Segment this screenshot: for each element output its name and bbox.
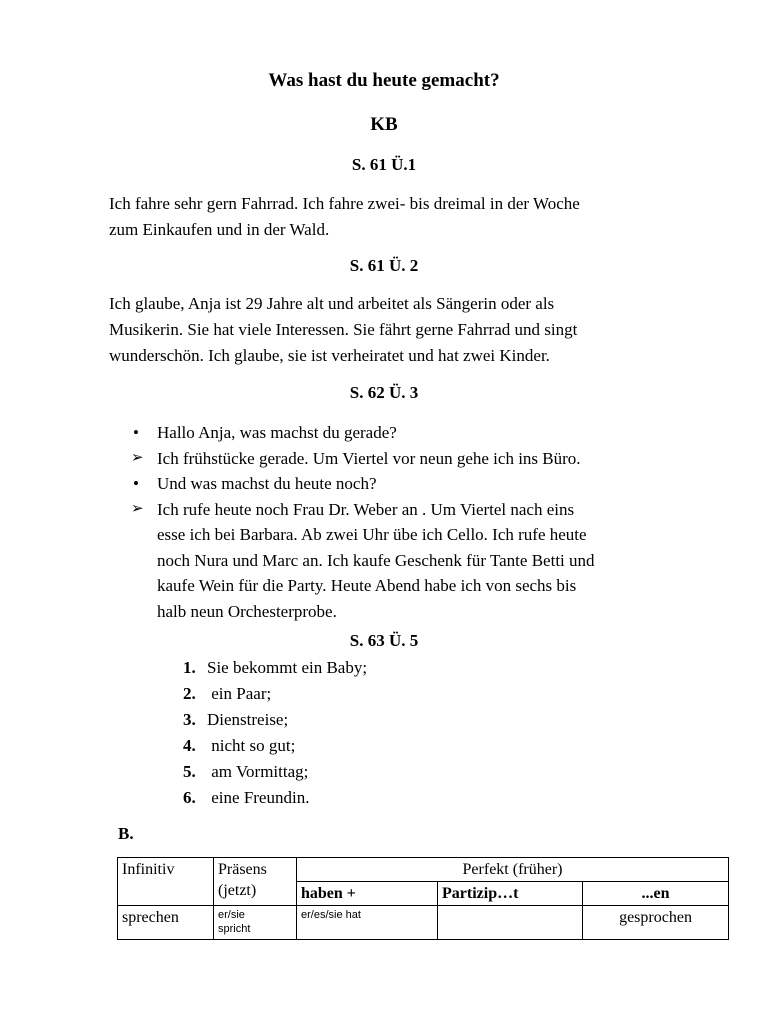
text-line: zum Einkaufen und in der Wald.	[109, 220, 330, 239]
item-number: 4.	[183, 736, 196, 755]
part-b-label: B.	[118, 824, 134, 843]
text-line: Musikerin. Sie hat viele Interessen. Sie fährt gerne Fahrrad und singt	[109, 320, 578, 339]
cell-haben: er/es/sie hat	[297, 906, 438, 940]
text-line: • Hallo Anja, was machst du gerade?	[157, 423, 397, 442]
cell-partizip-t	[438, 906, 583, 940]
dialogue-question	[131, 471, 711, 497]
section-heading-s61-u2: S. 61 Ü. 2	[349, 256, 419, 275]
answer-list	[183, 655, 583, 811]
subheader-haben: haben +	[297, 882, 438, 906]
cell-praesens-line1: er/sie	[218, 909, 245, 921]
text-line: ➢ Ich frühstücke gerade. Um Viertel vor neun gehe ich ins Büro.	[157, 448, 581, 468]
list-item	[183, 759, 583, 785]
list-item	[183, 785, 583, 811]
section-heading-s63-u5: S. 63 Ü. 5	[349, 631, 419, 650]
cell-infinitiv: sprechen	[118, 906, 214, 940]
verb-conjugation-table	[117, 857, 729, 940]
header-praesens-line2: (jetzt)	[218, 882, 257, 899]
list-item	[183, 733, 583, 759]
text-line: Ich glaube, Anja ist 29 Jahre alt und arbeitet als Sängerin oder als	[109, 294, 555, 313]
cell-praesens-line2: spricht	[218, 923, 251, 935]
document-title: Was hast du heute gemacht?	[268, 70, 500, 91]
cell-en: gesprochen	[583, 906, 729, 940]
subheader-en: ...en	[583, 882, 729, 906]
header-perfekt: Perfekt (früher)	[297, 858, 729, 882]
subheader-partizip-t: Partizip…t	[438, 882, 583, 906]
item-number: 1.	[183, 658, 196, 677]
item-text: am Vormittag;	[207, 762, 309, 781]
item-text: Dienstreise;	[207, 710, 289, 729]
item-number: 2.	[183, 684, 196, 703]
header-praesens	[214, 858, 297, 906]
list-item	[183, 681, 583, 707]
dialogue-question	[131, 420, 711, 446]
cell-praesens	[214, 906, 297, 940]
paragraph-s61-u1	[109, 191, 709, 243]
item-text: ein Paar;	[207, 684, 272, 703]
list-item	[183, 707, 583, 733]
item-number: 6.	[183, 788, 196, 807]
header-praesens-line1: Präsens	[218, 861, 267, 878]
dialogue-answer	[131, 446, 711, 472]
list-item	[183, 655, 583, 681]
table-row	[118, 906, 729, 940]
paragraph-s61-u2	[109, 291, 709, 369]
item-text: Sie bekommt ein Baby;	[207, 658, 368, 677]
text-line: • Und was machst du heute noch?	[157, 474, 377, 493]
item-number: 3.	[183, 710, 196, 729]
table-header-row	[118, 858, 729, 882]
item-text: nicht so gut;	[207, 736, 296, 755]
text-line: kaufe Wein für die Party. Heute Abend habe ich von sechs bis	[157, 576, 577, 595]
item-number: 5.	[183, 762, 196, 781]
section-heading-s62-u3: S. 62 Ü. 3	[349, 383, 419, 402]
text-line: halb neun Orchesterprobe.	[157, 601, 337, 621]
document-subtitle: KB	[370, 114, 398, 135]
text-line: noch Nura und Marc an. Ich kaufe Geschenk für Tante Betti und	[157, 550, 595, 570]
header-infinitiv: Infinitiv	[118, 858, 214, 906]
text-line: esse ich bei Barbara. Ab zwei Uhr übe ich Cello. Ich rufe heute	[157, 525, 587, 544]
item-text: eine Freundin.	[207, 788, 310, 807]
text-line: wunderschön. Ich glaube, sie ist verheiratet und hat zwei Kinder.	[109, 346, 550, 365]
dialogue-answer	[131, 497, 711, 625]
text-line: Ich fahre sehr gern Fahrrad. Ich fahre zwei- bis dreimal in der Woche	[109, 194, 580, 213]
section-heading-s61-u1: S. 61 Ü.1	[351, 155, 417, 174]
dialogue-list	[131, 420, 711, 624]
text-line: ➢ Ich rufe heute noch Frau Dr. Weber an . Um Viertel nach eins	[157, 499, 575, 519]
